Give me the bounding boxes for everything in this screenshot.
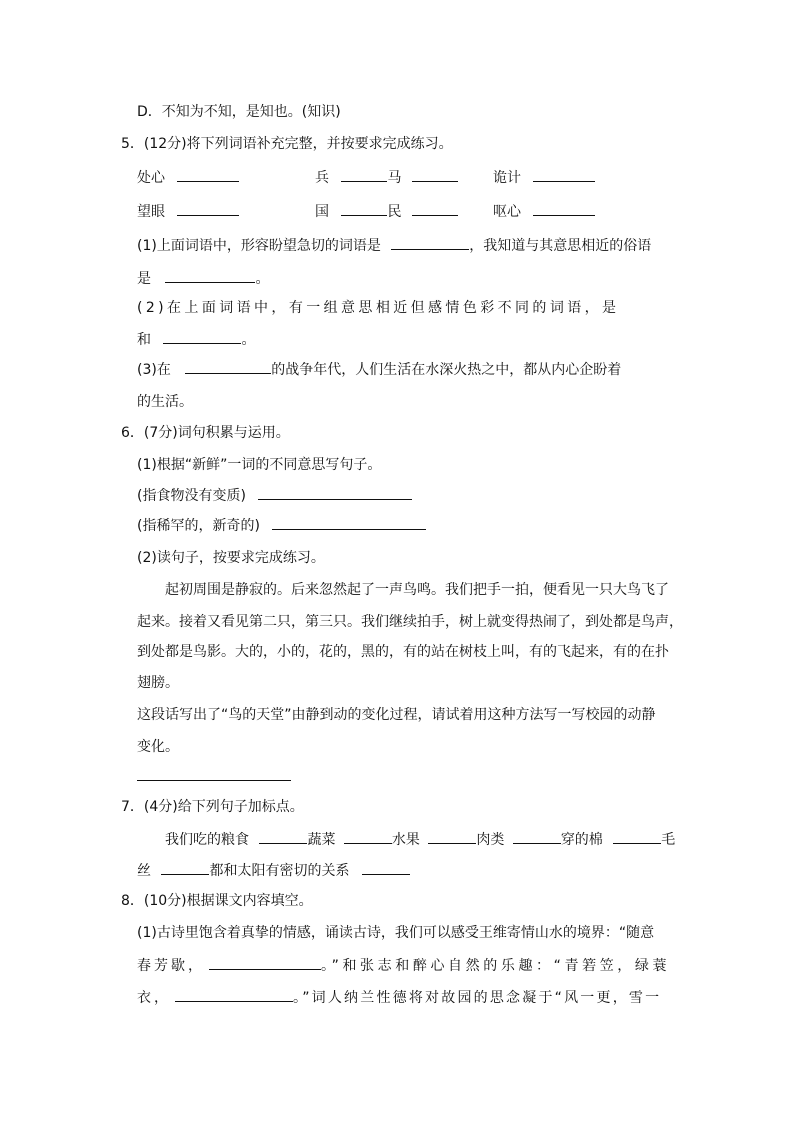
q5-word-bingma: 兵 马 bbox=[315, 167, 458, 188]
q7-blank-4[interactable] bbox=[513, 829, 561, 844]
q8-sub1-line2: 春芳歇， 。”和张志和醉心自然的乐趣：“青箬笠，绿蓑 bbox=[137, 955, 670, 976]
q5-word-guiji: 诡计 bbox=[493, 167, 595, 188]
q5-word-guomin: 国 民 bbox=[315, 201, 458, 222]
q7-sentence-line2: 丝 都和太阳有密切的关系 bbox=[137, 860, 410, 881]
q6-meaning-1-blank[interactable] bbox=[258, 485, 412, 500]
q5-word-row-2 bbox=[137, 201, 597, 222]
q5-sub1-blank-a[interactable] bbox=[391, 235, 469, 250]
q7-sentence-line1: 我们吃的粮食 蔬菜 水果 肉类 穿的棉 毛 bbox=[165, 829, 675, 850]
q5-word-row-1 bbox=[137, 167, 597, 188]
q5-sub3-blank[interactable] bbox=[185, 359, 271, 374]
q6-task-line2: 变化。 bbox=[137, 739, 179, 755]
q5-sub2-line2: 和 。 bbox=[137, 329, 255, 350]
q5-sub2-blank[interactable] bbox=[163, 329, 241, 344]
q5-blank-wangyan[interactable] bbox=[177, 201, 239, 216]
q6-passage-line2: 起来。接着又看见第二只，第三只。我们继续拍手，树上就变得热闹了，到处都是鸟声， bbox=[137, 614, 683, 630]
q6-meaning-1: (指食物没有变质) bbox=[137, 485, 412, 506]
q5-sub1-blank-b[interactable] bbox=[165, 268, 255, 283]
q5-word-ouxin: 呕心 bbox=[493, 201, 595, 222]
q5-blank-min[interactable] bbox=[412, 201, 458, 216]
q5-blank-guo[interactable] bbox=[341, 201, 387, 216]
q6-passage-line3: 到处都是鸟影。大的，小的，花的，黑的，有的站在树枝上叫，有的飞起来，有的在扑 bbox=[137, 644, 669, 660]
q8-blank-2[interactable] bbox=[175, 987, 293, 1002]
q7-header: 7．(4分)给下列句子加标点。 bbox=[121, 799, 304, 815]
q8-header: 8．(10分)根据课文内容填空。 bbox=[121, 893, 313, 909]
q5-sub3-line1: (3)在 的战争年代，人们生活在水深火热之中，都从内心企盼着 bbox=[137, 359, 621, 380]
q7-blank-2[interactable] bbox=[344, 829, 392, 844]
q5-word-wangyan: 望眼 bbox=[137, 204, 165, 220]
q6-passage-line4: 翅膀。 bbox=[137, 675, 179, 691]
q5-blank-ma[interactable] bbox=[412, 167, 458, 182]
q4-option-d: D．不知为不知，是知也。(知识) bbox=[137, 104, 341, 120]
q5-sub1-line1: (1)上面词语中，形容盼望急切的词语是 ，我知道与其意思相近的俗语 bbox=[137, 235, 651, 256]
q5-blank-guiji[interactable] bbox=[533, 167, 595, 182]
q5-word-chuxin: 处心 bbox=[137, 170, 165, 186]
q5-sub2-line1: (2)在上面词语中，有一组意思相近但感情色彩不同的词语，是 bbox=[137, 300, 620, 316]
q5-blank-bing[interactable] bbox=[341, 167, 387, 182]
q6-sub2: (2)读句子，按要求完成练习。 bbox=[137, 550, 325, 566]
q7-blank-6[interactable] bbox=[161, 860, 209, 875]
q7-blank-7[interactable] bbox=[362, 860, 410, 875]
q5-blank-chuxin[interactable] bbox=[177, 167, 239, 182]
q7-blank-3[interactable] bbox=[428, 829, 476, 844]
q5-blank-ouxin[interactable] bbox=[533, 201, 595, 216]
q5-sub1-line2: 是 。 bbox=[137, 268, 269, 289]
q6-task-line1: 这段话写出了“鸟的天堂”由静到动的变化过程，请试着用这种方法写一写校园的动静 bbox=[137, 707, 656, 723]
q6-passage-line1: 起初周围是静寂的。后来忽然起了一声鸟鸣。我们把手一拍，便看见一只大鸟飞了 bbox=[165, 582, 669, 598]
q8-blank-1[interactable] bbox=[209, 955, 321, 970]
q6-meaning-2: (指稀罕的，新奇的) bbox=[137, 515, 426, 536]
q6-answer-blank[interactable] bbox=[137, 780, 291, 781]
q5-header: 5．(12分)将下列词语补充完整，并按要求完成练习。 bbox=[121, 136, 453, 152]
q6-header: 6．(7分)词句积累与运用。 bbox=[121, 425, 290, 441]
q7-blank-1[interactable] bbox=[259, 829, 307, 844]
q6-meaning-2-blank[interactable] bbox=[272, 515, 426, 530]
q8-sub1-line1: (1)古诗里饱含着真挚的情感，诵读古诗，我们可以感受王维寄情山水的境界：“随意 bbox=[137, 925, 655, 941]
q8-sub1-line3: 衣， 。”词人纳兰性德将对故园的思念凝于“风一更，雪一 bbox=[137, 987, 661, 1008]
q7-blank-5[interactable] bbox=[613, 829, 661, 844]
q5-sub3-line2: 的生活。 bbox=[137, 394, 193, 410]
q6-sub1: (1)根据“新鲜”一词的不同意思写句子。 bbox=[137, 457, 382, 473]
